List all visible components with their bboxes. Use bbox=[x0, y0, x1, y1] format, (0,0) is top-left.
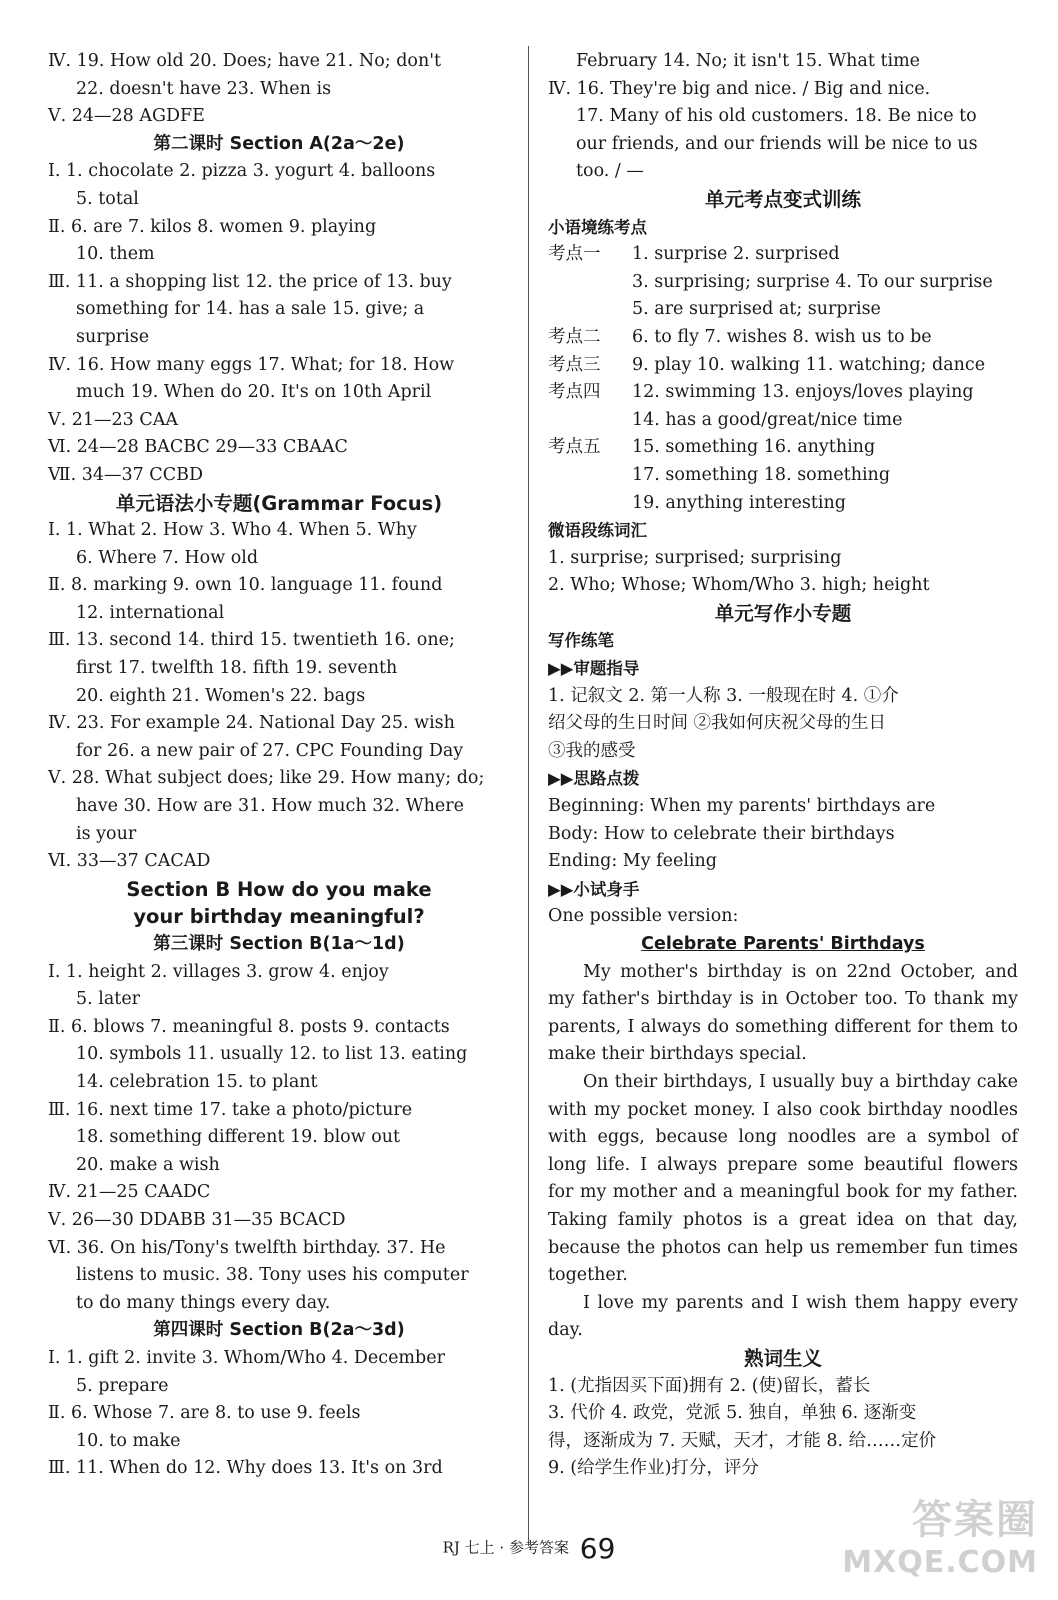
answer-text: 14. has a good/great/nice time bbox=[632, 409, 903, 430]
watermark-url: MXQE.COM bbox=[842, 1545, 1038, 1580]
answer-line: 5. prepare bbox=[76, 1375, 169, 1396]
subsection-heading: ▶▶审题指导 bbox=[548, 659, 640, 679]
answer-line: Ⅴ. 26—30 DDABB 31—35 BCACD bbox=[48, 1209, 346, 1230]
answer-line: Ⅲ. 11. a shopping list 12. the price of 13. buy bbox=[48, 271, 452, 292]
answer-text: 5. are surprised at; surprise bbox=[632, 299, 881, 320]
left-column bbox=[48, 48, 510, 1483]
essay-paragraph: My mother's birthday is on 22nd October, and my father's birthday is in October too. To thank my parents, I always do something different for them to make their birthdays special. bbox=[548, 961, 1018, 1065]
answer-text: 6. to fly 7. wishes 8. wish us to be bbox=[632, 326, 932, 347]
answer-line: Ⅳ. 21—25 CAADC bbox=[48, 1182, 211, 1203]
answer-text: 9. play 10. walking 11. watching; dance bbox=[632, 354, 986, 375]
answer-line: 10. to make bbox=[76, 1430, 181, 1451]
answer-line: 绍父母的生日时间 ②我如何庆祝父母的生日 bbox=[548, 713, 887, 734]
answer-text: 1. surprise 2. surprised bbox=[632, 244, 840, 265]
section-heading: 第二课时 Section A(2a～2e) bbox=[153, 133, 405, 154]
key-point-label: 考点五 bbox=[548, 437, 601, 458]
answer-line bbox=[548, 379, 1018, 407]
answer-line: 14. celebration 15. to plant bbox=[76, 1071, 318, 1092]
subsection-heading: ▶▶小试身手 bbox=[548, 879, 640, 899]
key-point-label: 考点二 bbox=[548, 326, 601, 347]
page-number: 69 bbox=[579, 1532, 616, 1565]
answer-line: Ⅵ. 24—28 BACBC 29—33 CBAAC bbox=[48, 437, 348, 458]
answer-text: 15. something 16. anything bbox=[632, 437, 876, 458]
answer-line: 1. (尤指因买下面)拥有 2. (使)留长，蓄长 bbox=[548, 1375, 871, 1396]
answer-text: 19. anything interesting bbox=[632, 492, 846, 513]
answer-line: 3. 代价 4. 政党，党派 5. 独自，单独 6. 逐渐变 bbox=[548, 1403, 917, 1424]
sample-essay bbox=[548, 959, 1018, 1345]
answer-line: 5. later bbox=[76, 989, 141, 1010]
answer-line: 20. eighth 21. Women's 22. bags bbox=[76, 685, 366, 706]
answer-line: much 19. When do 20. It's on 10th April bbox=[76, 382, 432, 403]
key-point-label: 考点四 bbox=[548, 382, 601, 403]
section-heading: 第四课时 Section B(2a～3d) bbox=[153, 1320, 405, 1341]
answer-line: 20. make a wish bbox=[76, 1154, 220, 1175]
section-heading: your birthday meaningful? bbox=[133, 905, 425, 929]
answer-line: Ⅰ. 1. What 2. How 3. Who 4. When 5. Why bbox=[48, 520, 417, 541]
answer-line: 2. Who; Whose; Whom/Who 3. high; height bbox=[548, 575, 930, 596]
answer-line: Ⅳ. 16. How many eggs 17. What; for 18. How bbox=[48, 354, 455, 375]
answer-line: February 14. No; it isn't 15. What time bbox=[576, 51, 921, 71]
answer-line: One possible version: bbox=[548, 906, 739, 927]
answer-line: for 26. a new pair of 27. CPC Founding Day bbox=[76, 740, 464, 761]
answer-line: 得，逐渐成为 7. 天赋，天才，才能 8. 给……定价 bbox=[548, 1430, 937, 1451]
answer-line: have 30. How are 31. How much 32. Where bbox=[76, 796, 464, 817]
watermark-logo-text: 答案圈 bbox=[912, 1497, 1038, 1543]
essay-title: Celebrate Parents' Birthdays bbox=[641, 934, 925, 954]
answer-line: Ⅴ. 28. What subject does; like 29. How many; do; bbox=[48, 768, 485, 789]
answer-line bbox=[548, 490, 1018, 518]
answer-line: Ⅴ. 24—28 AGDFE bbox=[48, 106, 205, 127]
answer-line: Ⅰ. 1. height 2. villages 3. grow 4. enjoy bbox=[48, 961, 389, 982]
answer-line: surprise bbox=[76, 326, 150, 347]
answer-line bbox=[548, 462, 1018, 490]
answer-line: Ⅱ. 6. blows 7. meaningful 8. posts 9. contacts bbox=[48, 1016, 450, 1037]
answer-line: Ⅳ. 16. They're big and nice. / Big and nice. bbox=[548, 78, 931, 99]
answer-line: Ⅲ. 13. second 14. third 15. twentieth 16. one; bbox=[48, 630, 455, 651]
section-heading: 第三课时 Section B(1a～1d) bbox=[153, 934, 405, 954]
answer-line: Ⅲ. 11. When do 12. Why does 13. It's on 3rd bbox=[48, 1458, 443, 1479]
answer-line: our friends, and our friends will be nice to us bbox=[576, 133, 978, 154]
answer-line: Ⅱ. 6. are 7. kilos 8. women 9. playing bbox=[48, 216, 377, 237]
answer-line: 9. (给学生作业)打分，评分 bbox=[548, 1458, 759, 1479]
answer-line: Ⅰ. 1. chocolate 2. pizza 3. yogurt 4. balloons bbox=[48, 161, 436, 182]
answer-line: 22. doesn't have 23. When is bbox=[76, 78, 332, 99]
answer-line: 17. Many of his old customers. 18. Be nice to bbox=[576, 106, 977, 127]
column-divider bbox=[528, 46, 529, 1546]
answer-line: Ⅱ. 6. Whose 7. are 8. to use 9. feels bbox=[48, 1403, 361, 1424]
answer-line bbox=[548, 352, 1018, 380]
answer-line: Ending: My feeling bbox=[548, 851, 718, 872]
answer-line: Ⅰ. 1. gift 2. invite 3. Whom/Who 4. December bbox=[48, 1347, 445, 1368]
key-point-label: 考点一 bbox=[548, 244, 601, 265]
answer-line: Ⅵ. 33—37 CACAD bbox=[48, 851, 211, 872]
key-point-label: 考点三 bbox=[548, 354, 601, 375]
answer-line: Ⅴ. 21—23 CAA bbox=[48, 409, 179, 430]
answer-line bbox=[548, 434, 1018, 462]
answer-line: 6. Where 7. How old bbox=[76, 547, 259, 568]
answer-line: too. / — bbox=[576, 161, 644, 182]
answer-text: 12. swimming 13. enjoys/loves playing bbox=[632, 382, 974, 403]
subsection-heading: 写作练笔 bbox=[548, 631, 614, 651]
answer-line: 10. them bbox=[76, 244, 155, 265]
answer-line: to do many things every day. bbox=[76, 1292, 331, 1313]
footer-label: RJ 七上 · 参考答案 bbox=[442, 1538, 569, 1557]
answer-text: 17. something 18. something bbox=[632, 464, 891, 485]
answer-line: 10. symbols 11. usually 12. to list 13. eating bbox=[76, 1044, 468, 1065]
answer-line: something for 14. has a sale 15. give; a bbox=[76, 299, 425, 320]
essay-paragraph: I love my parents and I wish them happy every day. bbox=[548, 1292, 1018, 1341]
subsection-heading: ▶▶思路点拨 bbox=[548, 769, 640, 789]
answer-line: 5. total bbox=[76, 188, 139, 209]
answer-line: listens to music. 38. Tony uses his computer bbox=[76, 1265, 469, 1286]
answer-text: 3. surprising; surprise 4. To our surprise bbox=[632, 271, 993, 292]
subsection-heading: 微语段练词汇 bbox=[548, 521, 647, 541]
answer-line: 1. surprise; surprised; surprising bbox=[548, 547, 842, 568]
section-heading: 单元考点变式训练 bbox=[704, 187, 861, 211]
answer-line: Ⅳ. 19. How old 20. Does; have 21. No; don't bbox=[48, 51, 442, 71]
section-heading: 单元语法小专题(Grammar Focus) bbox=[115, 491, 443, 515]
answer-line bbox=[548, 241, 1018, 269]
answer-line: Ⅵ. 36. On his/Tony's twelfth birthday. 37. He bbox=[48, 1237, 446, 1258]
answer-line: first 17. twelfth 18. fifth 19. seventh bbox=[76, 658, 398, 679]
answer-line: Ⅲ. 16. next time 17. take a photo/picture bbox=[48, 1099, 413, 1120]
answer-line: 1. 记叙文 2. 第一人称 3. 一般现在时 4. ①介 bbox=[548, 685, 899, 706]
section-heading: Section B How do you make bbox=[126, 877, 432, 901]
answer-line: Ⅶ. 34—37 CCBD bbox=[48, 464, 203, 485]
answer-line: Ⅱ. 8. marking 9. own 10. language 11. found bbox=[48, 575, 443, 596]
answer-line bbox=[548, 324, 1018, 352]
answer-line: Beginning: When my parents' birthdays are bbox=[548, 796, 936, 817]
answer-line bbox=[548, 296, 1018, 324]
answer-line: is your bbox=[76, 823, 137, 844]
answer-line: 12. international bbox=[76, 602, 225, 623]
answer-line bbox=[548, 407, 1018, 435]
watermark bbox=[842, 1488, 1038, 1580]
answer-line: ③我的感受 bbox=[548, 740, 636, 761]
right-column bbox=[548, 48, 1018, 1483]
section-heading: 熟词生义 bbox=[743, 1346, 822, 1370]
subsection-heading: 小语境练考点 bbox=[548, 217, 647, 237]
answer-line bbox=[548, 269, 1018, 297]
essay-paragraph: On their birthdays, I usually buy a birthday cake with my pocket money. I also cook birthday noodles with eggs, because long noodles are a symbol of long life. I always prepare some beautiful flowers for my mother and a meaningful book for my father. Taking family photos is a great idea on that day, because the photos can help us remember fun times together. bbox=[548, 1071, 1018, 1286]
answer-line: Body: How to celebrate their birthdays bbox=[548, 823, 895, 844]
section-heading: 单元写作小专题 bbox=[714, 601, 852, 625]
answer-line: 18. something different 19. blow out bbox=[76, 1127, 401, 1148]
answer-line: Ⅳ. 23. For example 24. National Day 25. wish bbox=[48, 713, 455, 734]
